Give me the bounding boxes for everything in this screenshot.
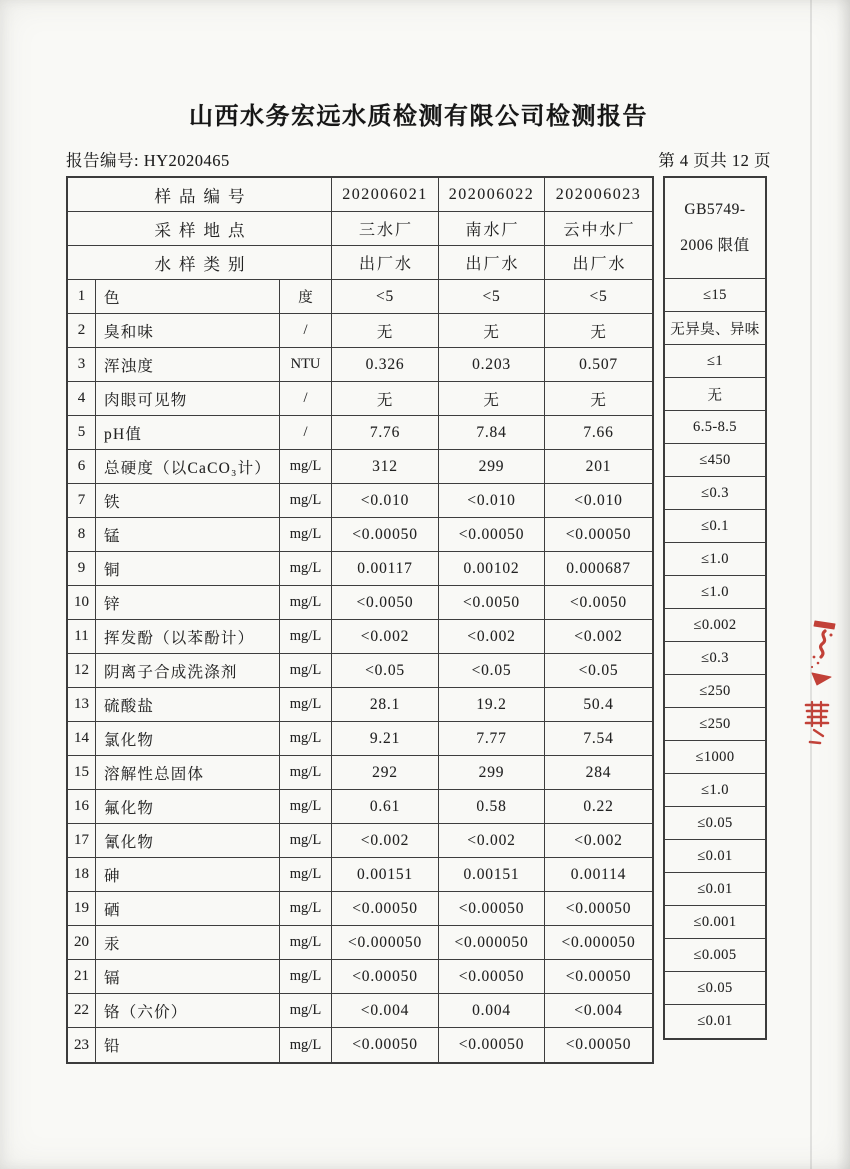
sample-value-cell: <0.002 [545, 620, 652, 654]
row-number: 9 [68, 552, 96, 586]
unit-cell: mg/L [280, 892, 332, 926]
limit-value-cell: 无异臭、异味 [665, 312, 765, 345]
sample-value-cell: 299 [439, 450, 545, 484]
unit-cell: / [280, 382, 332, 416]
sample-value-cell: <0.00050 [439, 518, 545, 552]
sample-value-cell: 7.66 [545, 416, 652, 450]
sample-value-cell: <5 [439, 280, 545, 314]
unit-cell: mg/L [280, 994, 332, 1028]
unit-cell: mg/L [280, 790, 332, 824]
limit-value-cell: ≤1.0 [665, 543, 765, 576]
limit-value-cell: ≤1.0 [665, 774, 765, 807]
row-number: 6 [68, 450, 96, 484]
sample-value-cell: <0.000050 [545, 926, 652, 960]
sample-value-cell: 28.1 [332, 688, 439, 722]
limit-value-cell: ≤0.005 [665, 939, 765, 972]
limit-value-cell: ≤0.3 [665, 642, 765, 675]
limit-value-cell: ≤0.01 [697, 1013, 733, 1029]
limit-value-cell: ≤0.1 [665, 510, 765, 543]
row-number: 1 [68, 280, 96, 314]
unit-cell: mg/L [280, 960, 332, 994]
parameter-name: 氯化物 [96, 722, 280, 756]
sample-value-cell: 7.77 [439, 722, 545, 756]
unit-cell: mg/L [280, 654, 332, 688]
sample-value-cell: 0.61 [332, 790, 439, 824]
row-number: 13 [68, 688, 96, 722]
sample-value-cell: <0.00050 [545, 518, 652, 552]
sample-value-cell: <0.010 [439, 484, 545, 518]
parameter-name: pH值 [96, 416, 280, 450]
parameter-name: 铅 [96, 1028, 280, 1062]
sample-value-cell: <0.0050 [545, 586, 652, 620]
parameter-name: 阴离子合成洗涤剂 [96, 654, 280, 688]
unit-cell: 度 [280, 280, 332, 314]
scan-crease-line [810, 0, 812, 1169]
limit-value-cell: ≤0.001 [665, 906, 765, 939]
parameter-name: 挥发酚（以苯酚计） [96, 620, 280, 654]
sample-value-cell: 0.00114 [545, 858, 652, 892]
row-number: 2 [68, 314, 96, 348]
sample-value-cell: <0.05 [439, 654, 545, 688]
parameter-name: 肉眼可见物 [96, 382, 280, 416]
sample-info-cell: 出厂水 [545, 246, 652, 280]
limit-value-cell: ≤0.05 [665, 972, 765, 1005]
row-number: 22 [68, 994, 96, 1028]
sample-value-cell: <0.00050 [545, 892, 652, 926]
row-number: 5 [68, 416, 96, 450]
limit-value-cell: 6.5-8.5 [665, 411, 765, 444]
limit-value-cell: ≤0.002 [665, 609, 765, 642]
parameter-name: 砷 [96, 858, 280, 892]
sample-value-cell: 7.84 [439, 416, 545, 450]
report-number [66, 147, 230, 171]
sample-info-cell: 南水厂 [439, 212, 545, 246]
report-meta-row [66, 147, 771, 171]
sample-value-cell: 0.000687 [545, 552, 652, 586]
limit-header-line1: GB5749- [684, 201, 746, 218]
row-number: 12 [68, 654, 96, 688]
parameter-name: 硫酸盐 [96, 688, 280, 722]
main-table [66, 176, 654, 1064]
sample-value-cell: 0.326 [332, 348, 439, 382]
sample-value-cell: 无 [545, 382, 652, 416]
unit-cell: NTU [280, 348, 332, 382]
sample-value-cell: 无 [439, 314, 545, 348]
sample-value-cell: <0.002 [332, 824, 439, 858]
limit-value-cell: ≤1.0 [665, 576, 765, 609]
sample-value-cell: <0.00050 [332, 960, 439, 994]
sample-value-cell: 9.21 [332, 722, 439, 756]
sample-value-cell: <0.00050 [439, 892, 545, 926]
sample-value-cell: 0.203 [439, 348, 545, 382]
sample-value-cell: <0.004 [545, 994, 652, 1028]
row-number: 14 [68, 722, 96, 756]
unit-cell: mg/L [280, 858, 332, 892]
parameter-name: 硒 [96, 892, 280, 926]
sample-value-cell: <0.00050 [545, 960, 652, 994]
row-number: 8 [68, 518, 96, 552]
sample-value-cell: 312 [332, 450, 439, 484]
limit-value-cell: ≤1 [665, 345, 765, 378]
sample-value-cell: 201 [545, 450, 652, 484]
unit-cell: / [280, 416, 332, 450]
sample-value-cell: <0.00050 [565, 1036, 632, 1053]
sample-value-cell: <0.002 [545, 824, 652, 858]
sample-value-cell: 0.58 [439, 790, 545, 824]
sample-info-cell: 出厂水 [332, 246, 439, 280]
parameter-name: 氟化物 [96, 790, 280, 824]
row-number: 4 [68, 382, 96, 416]
parameter-name: 汞 [96, 926, 280, 960]
parameter-name: 总硬度（以CaCO₃计） [96, 450, 280, 484]
sample-value-cell: 284 [545, 756, 652, 790]
sample-value-cell: <0.05 [545, 654, 652, 688]
sample-value-cell: <0.000050 [332, 926, 439, 960]
sample-value-cell: 292 [332, 756, 439, 790]
sample-value-cell: <0.00050 [332, 892, 439, 926]
unit-cell: mg/L [280, 620, 332, 654]
sample-value-cell: 0.00102 [439, 552, 545, 586]
sample-value-cell: <0.010 [545, 484, 652, 518]
sample-value-cell: 0.00117 [332, 552, 439, 586]
sample-value-cell: 7.76 [332, 416, 439, 450]
unit-cell: mg/L [280, 756, 332, 790]
sample-value-cell: 无 [439, 382, 545, 416]
limit-value-cell: ≤250 [665, 675, 765, 708]
row-number: 7 [68, 484, 96, 518]
sample-value-cell: 无 [332, 314, 439, 348]
header-row-label: 水样类别 [68, 246, 332, 280]
limit-value-cell: ≤0.05 [665, 807, 765, 840]
sample-value-cell: <0.00050 [332, 518, 439, 552]
sample-value-cell: 0.00151 [332, 858, 439, 892]
limit-header-line2: 2006 限值 [680, 237, 750, 254]
sample-value-cell: <0.000050 [439, 926, 545, 960]
sample-value-cell: <0.010 [332, 484, 439, 518]
report-number-label: 报告编号: [66, 151, 140, 170]
parameter-name: 铬（六价） [96, 994, 280, 1028]
unit-cell: mg/L [280, 518, 332, 552]
unit-cell: mg/L [280, 450, 332, 484]
sample-value-cell: <0.05 [332, 654, 439, 688]
header-row-label: 采样地点 [68, 212, 332, 246]
row-number: 10 [68, 586, 96, 620]
sample-value-cell: 19.2 [439, 688, 545, 722]
sample-info-cell: 出厂水 [439, 246, 545, 280]
unit-cell: mg/L [280, 1028, 332, 1062]
sample-value-cell: 50.4 [545, 688, 652, 722]
unit-cell: mg/L [280, 484, 332, 518]
row-number: 18 [68, 858, 96, 892]
limit-value-cell: ≤0.01 [665, 840, 765, 873]
sample-value-cell: <5 [332, 280, 439, 314]
sample-info-cell: 三水厂 [332, 212, 439, 246]
page-edge-shadow [836, 0, 850, 1169]
sample-value-cell: <0.0050 [439, 586, 545, 620]
unit-cell: mg/L [280, 586, 332, 620]
sample-value-cell: <5 [545, 280, 652, 314]
parameter-name: 铁 [96, 484, 280, 518]
sample-value-cell: <0.004 [332, 994, 439, 1028]
header-row-label: 样品编号 [68, 178, 332, 212]
limit-column-header [665, 178, 765, 279]
row-number: 15 [68, 756, 96, 790]
parameter-name: 色 [96, 280, 280, 314]
row-number: 21 [68, 960, 96, 994]
sample-value-cell: 无 [332, 382, 439, 416]
parameter-name: 氰化物 [96, 824, 280, 858]
limit-value-cell: ≤1000 [665, 741, 765, 774]
row-number: 23 [68, 1028, 96, 1062]
parameter-name: 臭和味 [96, 314, 280, 348]
sample-value-cell: <0.002 [439, 620, 545, 654]
sample-value-cell: 0.507 [545, 348, 652, 382]
sample-value-cell: 7.54 [545, 722, 652, 756]
sample-value-cell: <0.00050 [332, 1028, 439, 1062]
sample-id-cell: 202006021 [332, 178, 439, 212]
unit-cell: mg/L [280, 552, 332, 586]
report-title: 山西水务宏远水质检测有限公司检测报告 [189, 104, 648, 130]
unit-cell: / [280, 314, 332, 348]
parameter-name: 镉 [96, 960, 280, 994]
page-indicator: 第 4 页共 12 页 [658, 151, 771, 170]
sample-info-cell: 云中水厂 [545, 212, 652, 246]
sample-value-cell: <0.002 [332, 620, 439, 654]
parameter-name: 溶解性总固体 [96, 756, 280, 790]
limit-column [663, 176, 767, 1040]
sample-value-cell: 0.22 [545, 790, 652, 824]
row-number: 19 [68, 892, 96, 926]
row-number: 11 [68, 620, 96, 654]
limit-value-cell: ≤450 [665, 444, 765, 477]
sample-value-cell: <0.002 [439, 824, 545, 858]
sample-value-cell: <0.0050 [332, 586, 439, 620]
sample-value-cell: <0.00050 [439, 960, 545, 994]
unit-cell: mg/L [280, 688, 332, 722]
row-number: 17 [68, 824, 96, 858]
limit-value-cell: 无 [665, 378, 765, 411]
report-number-value: HY2020465 [143, 151, 230, 170]
sample-id-cell: 202006023 [545, 178, 652, 212]
limit-value-cell: ≤250 [665, 708, 765, 741]
limit-value-cell: ≤0.3 [665, 477, 765, 510]
parameter-name: 浑浊度 [96, 348, 280, 382]
sample-value-cell: 0.00151 [439, 858, 545, 892]
unit-cell: mg/L [280, 824, 332, 858]
parameter-name: 锌 [96, 586, 280, 620]
row-number: 3 [68, 348, 96, 382]
sample-id-cell: 202006022 [439, 178, 545, 212]
unit-cell: mg/L [280, 926, 332, 960]
row-number: 20 [68, 926, 96, 960]
unit-cell: mg/L [280, 722, 332, 756]
parameter-name: 锰 [96, 518, 280, 552]
row-number: 16 [68, 790, 96, 824]
sample-value-cell: 无 [545, 314, 652, 348]
limit-value-cell: ≤15 [665, 279, 765, 312]
sample-value-cell: 0.004 [439, 994, 545, 1028]
limit-value-cell: ≤0.01 [665, 873, 765, 906]
sample-value-cell: 299 [439, 756, 545, 790]
sample-value-cell: <0.00050 [439, 1028, 545, 1062]
parameter-name: 铜 [96, 552, 280, 586]
